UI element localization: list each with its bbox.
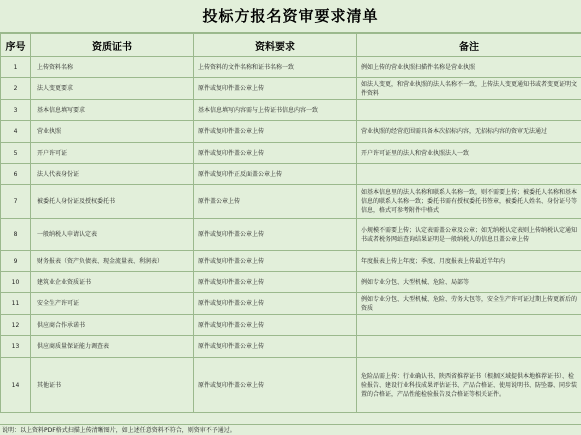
row-note: 如基本信息里的法人名称和联系人名称一致，则不需要上传；被委托人名称和基本信息的联系人名称一致；委托书需有授权委托书签章，被委托人姓名、身份证号等信息，格式可参考附件中格式 (357, 185, 581, 219)
row-cert: 开户许可证 (31, 143, 194, 164)
row-note: 年度报表上传上年度；季度、月度报表上传最近半年内 (357, 251, 581, 272)
row-note: 例如专业分包、大型机械、危险、局部等 (357, 272, 581, 293)
row-cert: 安全生产许可证 (31, 293, 194, 315)
row-cert: 财务报表（资产负债表、现金流量表、利润表） (31, 251, 194, 272)
row-cert: 供应商质量保证能力调查表 (31, 336, 194, 358)
row-note: 营业执照的经营范围需具备本次招标内容，无招标内容的资审无法通过 (357, 121, 581, 143)
row-requirement: 原件盖公章上传 (194, 185, 357, 219)
row-no: 7 (1, 185, 31, 219)
row-note: 例如专业分包、大型机械、危险、劳务大包等，安全生产许可证过期上传更新后的资质 (357, 293, 581, 315)
table-row (1, 78, 581, 100)
row-note: 例如上传的营业执照扫描件名称是营业执照 (357, 57, 581, 78)
table-body (1, 57, 581, 413)
row-requirement: 原件或复印件盖公章上传 (194, 251, 357, 272)
row-cert: 法人变更要求 (31, 78, 194, 100)
table-row (1, 219, 581, 251)
row-no: 14 (1, 358, 31, 413)
row-no: 8 (1, 219, 31, 251)
row-note (357, 100, 581, 121)
row-requirement: 原件或复印件盖公章上传 (194, 219, 357, 251)
row-cert: 法人代表身份证 (31, 164, 194, 185)
row-requirement: 原件或复印件盖公章上传 (194, 121, 357, 143)
row-cert: 基本信息填写要求 (31, 100, 194, 121)
table-row (1, 251, 581, 272)
row-cert: 上传资料名称 (31, 57, 194, 78)
row-no: 13 (1, 336, 31, 358)
row-note: 小规模不需要上传；认定表需盖公章及公章；如无纳税认定表则上传纳税认定通知书或者税务网站查询结果证明是一般纳税人的信息且盖公章上传 (357, 219, 581, 251)
row-note: 如法人变更，和营业执照的法人名称不一致，上传法人变更通知书或者变更证明文件资料 (357, 78, 581, 100)
row-no: 6 (1, 164, 31, 185)
row-no: 9 (1, 251, 31, 272)
row-requirement: 原件或复印件盖公章上传 (194, 315, 357, 336)
row-note (357, 164, 581, 185)
row-requirement: 原件或复印件盖公章上传 (194, 143, 357, 164)
table-row (1, 358, 581, 413)
row-cert: 一般纳税人申请认定表 (31, 219, 194, 251)
row-requirement: 原件或复印件盖公章上传 (194, 78, 357, 100)
row-no: 1 (1, 57, 31, 78)
row-no: 10 (1, 272, 31, 293)
table-row (1, 100, 581, 121)
sheet-title: 投标方报名资审要求清单 (0, 0, 581, 33)
row-note: 危险品需上传：行业确认书、陕西省推荐证书（根据区域提供本地推荐证书）、检验报告、建设行业科技成果评估证书、产品合格证、使用说明书、防坠器、同步装置的合格证，产品性能检验报告及合格证等相关证件。 (357, 358, 581, 413)
footer-note: 说明：以上资料PDF格式扫描上传清晰图片，如上述任意资料不符合，则资审不予通过。 (0, 424, 581, 435)
requirements-table (0, 33, 581, 413)
row-note (357, 336, 581, 358)
table-row (1, 293, 581, 315)
table-row (1, 272, 581, 293)
row-requirement: 原件或复印件正反面盖公章上传 (194, 164, 357, 185)
table-row (1, 164, 581, 185)
table-row (1, 315, 581, 336)
row-no: 2 (1, 78, 31, 100)
table-row (1, 185, 581, 219)
row-cert: 营业执照 (31, 121, 194, 143)
table-row (1, 143, 581, 164)
row-cert: 供应商合作承诺书 (31, 315, 194, 336)
row-cert: 被委托人身份证及授权委托书 (31, 185, 194, 219)
header-requirement: 资料要求 (194, 34, 357, 57)
row-no: 3 (1, 100, 31, 121)
row-requirement: 原件或复印件盖公章上传 (194, 358, 357, 413)
row-cert: 其他证书 (31, 358, 194, 413)
row-note (357, 315, 581, 336)
row-no: 11 (1, 293, 31, 315)
table-row (1, 121, 581, 143)
header-cert: 资质证书 (31, 34, 194, 57)
table-row (1, 57, 581, 78)
row-requirement: 原件或复印件盖公章上传 (194, 293, 357, 315)
row-requirement: 上传资料的文件名称和证书名称一致 (194, 57, 357, 78)
table-row (1, 336, 581, 358)
row-no: 4 (1, 121, 31, 143)
header-row (1, 34, 581, 57)
row-no: 12 (1, 315, 31, 336)
row-requirement: 原件或复印件盖公章上传 (194, 272, 357, 293)
header-no: 序号 (1, 34, 31, 57)
row-no: 5 (1, 143, 31, 164)
header-note: 备注 (357, 34, 581, 57)
row-requirement: 原件或复印件盖公章上传 (194, 336, 357, 358)
row-cert: 建筑业企业资质证书 (31, 272, 194, 293)
row-requirement: 基本信息填写内容需与上传证书信息内容一致 (194, 100, 357, 121)
row-note: 开户许可证里的法人和营业执照法人一致 (357, 143, 581, 164)
